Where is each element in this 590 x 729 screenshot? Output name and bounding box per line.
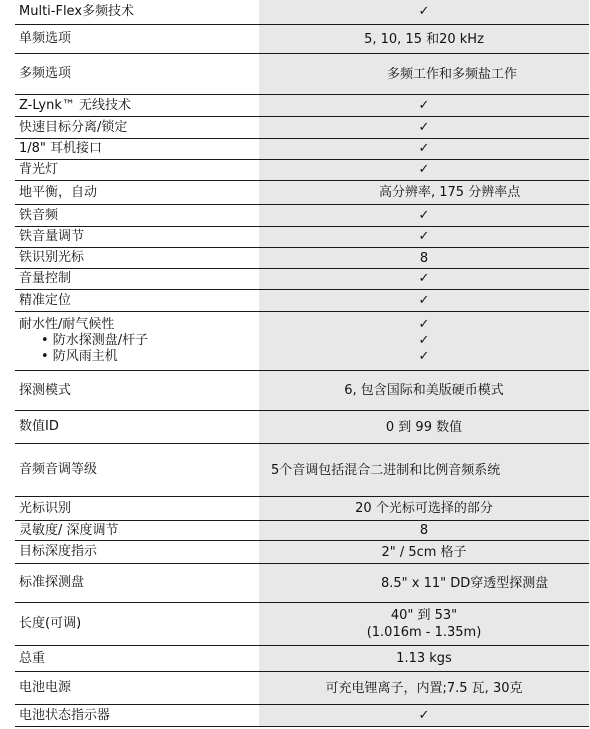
row-label xyxy=(15,646,258,671)
row-value-text: 40" 到 53" xyxy=(390,608,458,623)
table-row xyxy=(15,672,589,705)
table-row xyxy=(15,541,589,564)
table-row xyxy=(15,312,589,371)
row-label xyxy=(15,705,258,726)
row-value xyxy=(259,521,589,540)
row-label xyxy=(15,444,258,496)
row-label-text: 数值ID xyxy=(19,419,59,434)
row-label-text: 地平衡，自动 xyxy=(19,184,98,200)
row-label-text: 多频选项 xyxy=(19,66,72,81)
row-label-text: 1/8" 耳机接口 xyxy=(19,141,103,156)
row-label-text: 铁音频 xyxy=(19,207,59,223)
row-label xyxy=(15,117,258,138)
row-label-text: Multi-Flex多频技术 xyxy=(19,4,135,19)
table-row xyxy=(15,371,589,411)
row-value xyxy=(259,160,589,180)
row-label-text: 灵敏度/ 深度调节 xyxy=(19,522,119,538)
table-row xyxy=(15,646,589,672)
table-row xyxy=(15,205,589,227)
table-row xyxy=(15,227,589,248)
row-label xyxy=(15,603,258,645)
row-label xyxy=(15,139,258,159)
row-sublabel: • 防水探测盘/杆子 xyxy=(41,333,149,348)
row-label-text: 探测模式 xyxy=(19,382,72,398)
row-value xyxy=(259,444,589,496)
row-label-text: 铁音量调节 xyxy=(19,229,85,244)
row-value xyxy=(259,290,589,311)
table-row xyxy=(15,117,589,139)
row-label xyxy=(15,497,258,520)
table-row xyxy=(15,269,589,290)
check-icon: ✓ xyxy=(418,349,430,364)
row-value-text: 8 xyxy=(419,250,429,266)
check-icon: ✓ xyxy=(418,4,430,19)
row-value xyxy=(259,497,589,520)
row-value-text: 2" / 5cm 格子 xyxy=(381,544,467,560)
check-icon: ✓ xyxy=(418,271,430,286)
row-label-text: 目标深度指示 xyxy=(19,544,98,559)
row-value xyxy=(259,411,589,443)
row-label-text: 光标识别 xyxy=(19,500,72,516)
row-value-text: 多频工作和多频盐工作 xyxy=(387,66,518,82)
row-label xyxy=(15,269,258,289)
row-value xyxy=(259,248,589,268)
row-label xyxy=(15,521,258,540)
check-icon: ✓ xyxy=(418,141,430,156)
row-label xyxy=(15,227,258,247)
table-row xyxy=(15,444,589,497)
table-row xyxy=(15,0,589,25)
row-label-text: Z-Lynk™ 无线技术 xyxy=(19,97,132,113)
row-label-text: 耐水性/耐气候性 xyxy=(19,317,115,332)
row-value-text: 8.5" x 11" DD穿透型探测盘 xyxy=(381,575,549,591)
row-value-text: 可充电锂离子，内置;7.5 瓦, 30克 xyxy=(325,680,523,696)
row-label xyxy=(15,54,258,94)
check-icon: ✓ xyxy=(418,162,430,177)
check-icon: ✓ xyxy=(418,707,430,723)
table-row xyxy=(15,95,589,117)
row-label-text: 快速目标分离/锁定 xyxy=(19,119,128,135)
row-value xyxy=(259,0,589,24)
row-value xyxy=(259,646,589,671)
row-label xyxy=(15,95,258,116)
row-label xyxy=(15,248,258,268)
row-label xyxy=(15,205,258,226)
row-label-text: 背光灯 xyxy=(19,162,59,177)
row-label-text: 音量控制 xyxy=(19,271,72,286)
row-label xyxy=(15,564,258,602)
table-row xyxy=(15,564,589,603)
row-value xyxy=(259,705,589,726)
table-row xyxy=(15,54,589,95)
row-value xyxy=(259,205,589,226)
row-value-text: 高分辨率, 175 分辨率点 xyxy=(379,185,521,200)
check-icon: ✓ xyxy=(418,207,430,223)
row-value-text: 8 xyxy=(419,523,429,538)
row-value xyxy=(259,312,589,370)
table-row xyxy=(15,160,589,181)
row-value xyxy=(259,541,589,563)
row-label-text: 电池电源 xyxy=(19,680,72,695)
row-value-text: 0 到 99 数值 xyxy=(385,419,463,435)
row-label xyxy=(15,541,258,563)
row-label-text: 总重 xyxy=(19,650,46,666)
row-label xyxy=(15,160,258,180)
row-sublabel: • 防风雨主机 xyxy=(41,349,118,364)
row-value-text: (1.016m - 1.35m) xyxy=(366,625,482,640)
check-icon: ✓ xyxy=(418,292,430,308)
table-row xyxy=(15,497,589,521)
table-row xyxy=(15,705,589,727)
row-label xyxy=(15,312,258,370)
row-label-text: 音频音调等级 xyxy=(19,462,98,477)
table-row xyxy=(15,290,589,312)
row-value xyxy=(259,371,589,410)
row-label-text: 精准定位 xyxy=(19,292,72,308)
table-row xyxy=(15,603,589,646)
row-label-text: 电池状态指示器 xyxy=(19,707,111,723)
table-row xyxy=(15,248,589,269)
check-icon: ✓ xyxy=(418,333,430,348)
check-icon: ✓ xyxy=(418,229,430,244)
row-value xyxy=(259,139,589,159)
row-value xyxy=(259,181,589,204)
row-label-text: 标准探测盘 xyxy=(19,575,85,590)
row-value xyxy=(259,25,589,53)
row-label-text: 长度(可调) xyxy=(19,616,82,631)
row-label xyxy=(15,25,258,53)
check-icon: ✓ xyxy=(418,317,430,332)
check-icon: ✓ xyxy=(418,97,430,113)
row-value-text: 20 个光标可选择的部分 xyxy=(355,501,493,516)
row-value-text: 5, 10, 15 和20 kHz xyxy=(364,31,484,47)
table-row xyxy=(15,139,589,160)
row-label xyxy=(15,290,258,311)
row-value xyxy=(259,603,589,645)
row-label xyxy=(15,0,258,24)
table-row xyxy=(15,181,589,205)
table-row xyxy=(15,521,589,541)
row-value-text: 5个音调包括混合二进制和比例音频系统 xyxy=(271,462,501,478)
row-label-text: 铁识别光标 xyxy=(19,250,85,265)
row-label xyxy=(15,411,258,443)
row-value xyxy=(259,227,589,247)
row-value xyxy=(259,117,589,138)
row-value xyxy=(259,564,589,602)
row-value xyxy=(259,54,589,94)
row-label xyxy=(15,371,258,410)
table-row xyxy=(15,25,589,54)
row-value-text: 1.13 kgs xyxy=(396,651,452,666)
row-label xyxy=(15,672,258,704)
row-value xyxy=(259,95,589,116)
row-value xyxy=(259,672,589,704)
row-label xyxy=(15,181,258,204)
check-icon: ✓ xyxy=(418,119,430,135)
row-value xyxy=(259,269,589,289)
row-label-text: 单频选项 xyxy=(19,31,72,46)
row-value-text: 6, 包含国际和美版硬币模式 xyxy=(344,383,504,398)
table-row xyxy=(15,411,589,444)
